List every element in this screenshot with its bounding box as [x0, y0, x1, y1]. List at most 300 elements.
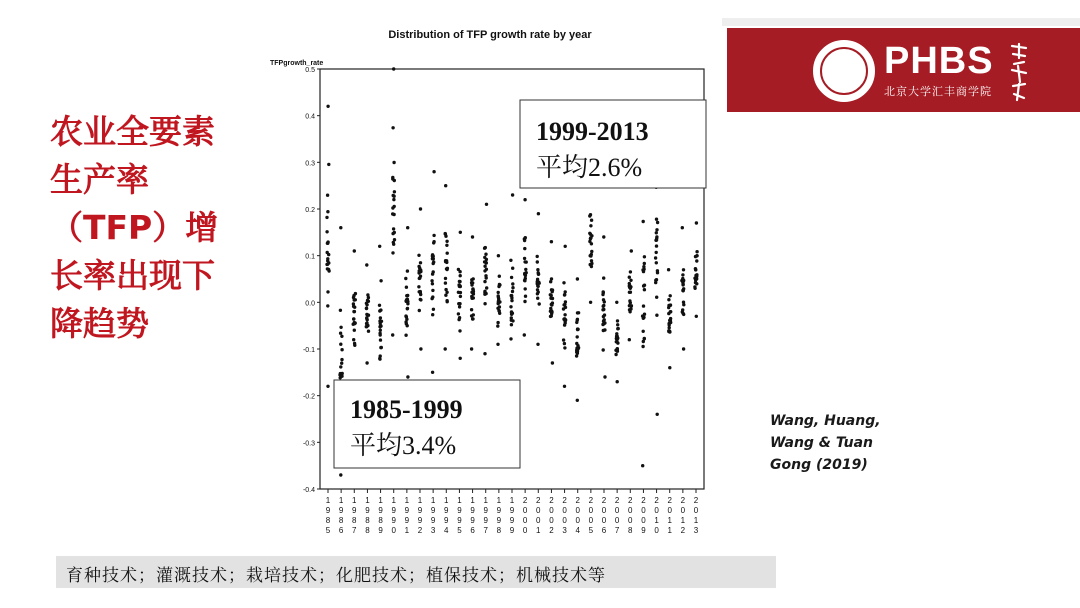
data-point — [365, 307, 368, 310]
data-point — [695, 250, 698, 253]
data-point — [523, 239, 526, 242]
data-point — [470, 281, 473, 284]
data-point — [327, 253, 330, 256]
data-point — [472, 277, 475, 280]
data-point — [655, 228, 658, 231]
data-point — [325, 230, 328, 233]
data-point — [444, 232, 447, 235]
data-point — [432, 260, 435, 263]
data-point — [405, 318, 408, 321]
data-point — [432, 240, 435, 243]
data-point — [682, 347, 685, 350]
data-point — [485, 286, 488, 289]
y-tick-label: 0.1 — [305, 253, 315, 261]
data-point — [353, 344, 356, 347]
data-point — [379, 324, 382, 327]
data-point — [524, 277, 527, 280]
data-point — [352, 305, 355, 308]
data-point — [445, 244, 448, 247]
data-point — [444, 184, 447, 187]
data-point — [589, 254, 592, 257]
data-point — [682, 301, 685, 304]
data-point — [641, 464, 644, 467]
data-point — [563, 317, 566, 320]
data-point — [523, 260, 526, 263]
data-point — [404, 277, 407, 280]
data-point — [445, 267, 448, 270]
y-tick-label: 0.2 — [305, 207, 315, 214]
title-line: （TFP）增 — [50, 208, 219, 247]
data-point — [642, 265, 645, 268]
data-point — [562, 338, 565, 341]
data-point — [641, 345, 644, 348]
annotation-average: 平均3.4% — [350, 431, 457, 460]
data-point — [458, 302, 461, 305]
data-point — [406, 294, 409, 297]
data-point — [391, 333, 394, 336]
data-point — [419, 261, 422, 264]
data-point — [340, 375, 343, 378]
x-tick-label: 1 9 9 4 — [444, 496, 449, 535]
data-point — [695, 315, 698, 318]
data-point — [654, 281, 657, 284]
data-point — [365, 263, 368, 266]
data-point — [628, 304, 631, 307]
title-line: 降趋势 — [50, 304, 149, 343]
data-point — [365, 321, 368, 324]
data-point — [524, 295, 527, 298]
data-point — [537, 290, 540, 293]
x-tick-label: 1 9 8 7 — [352, 496, 357, 535]
data-point — [551, 361, 554, 364]
data-point — [589, 301, 592, 304]
data-point — [340, 358, 343, 361]
data-point — [577, 311, 580, 314]
data-point — [538, 302, 541, 305]
data-point — [603, 328, 606, 331]
data-point — [326, 105, 329, 108]
annotation-period: 1985-1999 — [350, 395, 463, 424]
y-ticks — [303, 67, 320, 494]
data-point — [497, 294, 500, 297]
x-tick-label: 2 0 1 2 — [680, 496, 686, 535]
data-point — [563, 313, 566, 316]
data-point — [643, 313, 646, 316]
data-point — [510, 310, 513, 313]
data-point — [550, 294, 553, 297]
data-point — [615, 340, 618, 343]
data-point — [365, 313, 368, 316]
data-point — [404, 334, 407, 337]
x-ticks — [326, 489, 699, 535]
data-point — [470, 291, 473, 294]
data-point — [550, 312, 553, 315]
data-point — [392, 241, 395, 244]
x-tick-label: 1 9 9 7 — [483, 496, 488, 535]
data-point — [326, 385, 329, 388]
data-point — [444, 294, 447, 297]
data-point — [430, 297, 433, 300]
data-point — [602, 235, 605, 238]
data-point — [432, 170, 435, 173]
data-point — [602, 320, 605, 323]
data-point — [392, 67, 395, 70]
data-point — [656, 271, 659, 274]
data-point — [391, 232, 394, 235]
data-point — [616, 323, 619, 326]
data-point — [628, 276, 631, 279]
data-point — [628, 291, 631, 294]
data-point — [682, 268, 685, 271]
data-point — [602, 298, 605, 301]
data-point — [431, 254, 434, 257]
data-point — [326, 242, 329, 245]
data-point — [392, 213, 395, 216]
data-point — [470, 295, 473, 298]
data-point — [353, 310, 356, 313]
tfp-chart — [258, 14, 728, 549]
data-point — [589, 224, 592, 227]
data-point — [496, 343, 499, 346]
data-point — [406, 324, 409, 327]
data-point — [417, 254, 420, 257]
data-point — [682, 287, 685, 290]
data-point — [459, 357, 462, 360]
data-point — [458, 329, 461, 332]
data-point — [379, 329, 382, 332]
x-tick-label: 1 9 9 3 — [430, 496, 436, 535]
x-tick-label: 1 9 9 2 — [417, 496, 423, 535]
data-point — [654, 239, 657, 242]
data-point — [339, 332, 342, 335]
data-point — [406, 307, 409, 310]
data-point — [589, 236, 592, 239]
data-point — [509, 337, 512, 340]
data-point — [536, 268, 539, 271]
y-tick-label: -0.1 — [302, 347, 315, 354]
data-point — [458, 280, 461, 283]
data-point — [431, 282, 434, 285]
data-point — [417, 265, 420, 268]
data-point — [617, 327, 620, 330]
data-point — [549, 307, 552, 310]
data-point — [391, 251, 394, 254]
data-point — [419, 293, 422, 296]
data-point — [576, 328, 579, 331]
data-point — [655, 296, 658, 299]
data-point — [667, 304, 670, 307]
data-point — [365, 361, 368, 364]
data-point — [379, 338, 382, 341]
x-tick-label: 1 9 9 6 — [470, 496, 475, 535]
data-point — [669, 294, 672, 297]
x-tick-label: 2 0 0 4 — [575, 496, 580, 535]
data-point — [681, 277, 684, 280]
data-point — [483, 247, 486, 250]
data-point — [510, 319, 513, 322]
x-tick-label: 2 0 0 3 — [562, 496, 567, 535]
data-point — [669, 317, 672, 320]
data-point — [576, 399, 579, 402]
data-point — [339, 343, 342, 346]
data-point — [419, 275, 422, 278]
data-point — [444, 288, 447, 291]
university-seal-logo — [813, 40, 875, 102]
data-point — [588, 214, 591, 217]
data-point — [340, 348, 343, 351]
data-point — [353, 249, 356, 252]
data-point — [667, 298, 670, 301]
data-point — [445, 299, 448, 302]
data-point — [563, 346, 566, 349]
data-point — [378, 304, 381, 307]
data-point — [551, 297, 554, 300]
data-point — [523, 198, 526, 201]
data-point — [431, 272, 434, 275]
citation — [770, 410, 900, 476]
data-point — [378, 245, 381, 248]
data-point — [458, 270, 461, 273]
data-point — [339, 309, 342, 312]
data-point — [510, 323, 513, 326]
y-tick-label: 0.5 — [305, 67, 315, 74]
data-point — [602, 276, 605, 279]
data-point — [378, 319, 381, 322]
x-tick-label: 2 0 0 2 — [549, 496, 554, 535]
data-point — [628, 338, 631, 341]
x-tick-label: 1 9 8 6 — [338, 496, 344, 535]
data-point — [444, 281, 447, 284]
data-point — [681, 312, 684, 315]
calligraphy-logo — [1008, 40, 1030, 104]
annotation-1985-1999 — [334, 380, 520, 468]
annotation-period: 1999-2013 — [536, 117, 649, 146]
data-point — [668, 326, 671, 329]
data-point — [406, 269, 409, 272]
annotation-average: 平均2.6% — [536, 153, 643, 182]
data-point — [537, 212, 540, 215]
data-point — [537, 285, 540, 288]
y-tick-label: 0.4 — [305, 113, 315, 121]
data-point — [655, 244, 658, 247]
data-point — [695, 259, 698, 262]
data-point — [432, 308, 435, 311]
data-point — [353, 322, 356, 325]
x-tick-label: 2 0 0 0 — [522, 496, 528, 535]
data-point — [667, 330, 670, 333]
data-point — [379, 308, 382, 311]
data-point — [549, 280, 552, 283]
data-point — [497, 291, 500, 294]
data-point — [562, 281, 565, 284]
data-point — [654, 256, 657, 259]
data-point — [536, 255, 539, 258]
data-point — [616, 319, 619, 322]
data-point — [339, 326, 342, 329]
data-point — [576, 277, 579, 280]
data-point — [367, 330, 370, 333]
data-point — [326, 210, 329, 213]
data-point — [511, 193, 514, 196]
data-point — [496, 324, 499, 327]
data-point — [643, 284, 646, 287]
data-point — [643, 255, 646, 258]
data-point — [668, 366, 671, 369]
data-point — [393, 179, 396, 182]
data-point — [563, 385, 566, 388]
data-point — [353, 329, 356, 332]
data-point — [614, 353, 617, 356]
data-point — [471, 235, 474, 238]
data-point — [563, 323, 566, 326]
x-tick-label: 1 9 9 8 — [496, 496, 502, 535]
data-point — [485, 276, 488, 279]
x-tick-label: 1 9 9 0 — [391, 496, 396, 535]
data-point — [496, 321, 499, 324]
data-point — [576, 344, 579, 347]
data-point — [616, 347, 619, 350]
data-point — [484, 261, 487, 264]
data-point — [483, 265, 486, 268]
data-point — [483, 256, 486, 259]
data-point — [498, 275, 501, 278]
data-point — [380, 346, 383, 349]
data-point — [326, 304, 329, 307]
data-point — [629, 270, 632, 273]
data-point — [655, 218, 658, 221]
data-point — [550, 288, 553, 291]
data-point — [352, 296, 355, 299]
data-point — [419, 290, 422, 293]
citation-line: Wang, Huang, — [770, 413, 881, 429]
data-point — [628, 299, 631, 302]
data-point — [655, 231, 658, 234]
x-tick-label: 2 0 1 1 — [667, 496, 672, 535]
data-point — [642, 304, 645, 307]
data-point — [510, 294, 513, 297]
data-point — [536, 278, 539, 281]
data-point — [445, 261, 448, 264]
data-point — [419, 347, 422, 350]
slide-title — [50, 108, 250, 348]
data-point — [509, 305, 512, 308]
data-point — [392, 161, 395, 164]
footer-bar — [56, 556, 776, 588]
data-point — [564, 290, 567, 293]
data-point — [575, 349, 578, 352]
data-point — [379, 279, 382, 282]
data-point — [365, 316, 368, 319]
data-point — [601, 308, 604, 311]
data-point — [629, 279, 632, 282]
data-point — [391, 206, 394, 209]
data-point — [339, 473, 342, 476]
data-point — [418, 309, 421, 312]
x-tick-label: 1 9 8 9 — [378, 496, 383, 535]
data-point — [379, 316, 382, 319]
data-point — [509, 259, 512, 262]
data-point — [590, 259, 593, 262]
data-point — [642, 317, 645, 320]
y-tick-label: -0.4 — [302, 487, 315, 494]
data-point — [590, 265, 593, 268]
data-point — [602, 348, 605, 351]
footer-text: 育种技术；灌溉技术；栽培技术；化肥技术；植保技术；机械技术等 — [66, 566, 606, 586]
x-tick-label: 2 0 0 9 — [641, 496, 646, 535]
data-point — [393, 190, 396, 193]
data-point — [446, 252, 449, 255]
data-point — [524, 287, 527, 290]
x-tick-label: 2 0 0 8 — [628, 496, 633, 535]
data-point — [458, 284, 461, 287]
data-point — [483, 302, 486, 305]
data-point — [365, 302, 368, 305]
data-point — [550, 240, 553, 243]
data-point — [603, 375, 606, 378]
data-point — [431, 289, 434, 292]
x-tick-label: 1 9 9 5 — [457, 496, 462, 535]
data-point — [497, 254, 500, 257]
data-point — [498, 305, 501, 308]
data-point — [406, 375, 409, 378]
title-line: 生产率 — [50, 160, 149, 199]
data-point — [590, 250, 593, 253]
data-point — [431, 371, 434, 374]
data-point — [340, 335, 343, 338]
data-point — [564, 245, 567, 248]
x-tick-label: 2 0 0 5 — [588, 496, 594, 535]
data-point — [510, 299, 513, 302]
data-point — [419, 207, 422, 210]
data-point — [694, 278, 697, 281]
data-point — [695, 254, 698, 257]
data-point — [537, 273, 540, 276]
x-tick-label: 1 9 9 1 — [404, 496, 410, 535]
data-point — [576, 335, 579, 338]
data-point — [406, 226, 409, 229]
y-tick-label: -0.2 — [302, 393, 315, 401]
data-point — [655, 314, 658, 317]
data-point — [642, 330, 645, 333]
data-point — [404, 314, 407, 317]
data-point — [628, 282, 631, 285]
data-point — [431, 313, 434, 316]
data-point — [392, 198, 395, 201]
data-point — [523, 273, 526, 276]
data-point — [392, 194, 395, 197]
data-point — [379, 333, 382, 336]
data-point — [498, 283, 501, 286]
data-point — [483, 352, 486, 355]
data-point — [406, 298, 409, 301]
data-point — [419, 298, 422, 301]
data-point — [550, 303, 553, 306]
data-point — [536, 260, 539, 263]
data-point — [483, 280, 486, 283]
brand-name: PHBS — [884, 40, 994, 82]
data-point — [667, 268, 670, 271]
data-point — [524, 268, 527, 271]
x-tick-label: 1 9 8 5 — [325, 496, 331, 535]
data-point — [588, 232, 591, 235]
data-point — [365, 325, 368, 328]
data-point — [681, 283, 684, 286]
data-point — [379, 354, 382, 357]
data-point — [457, 318, 460, 321]
data-point — [536, 343, 539, 346]
data-point — [615, 301, 618, 304]
data-point — [511, 267, 514, 270]
